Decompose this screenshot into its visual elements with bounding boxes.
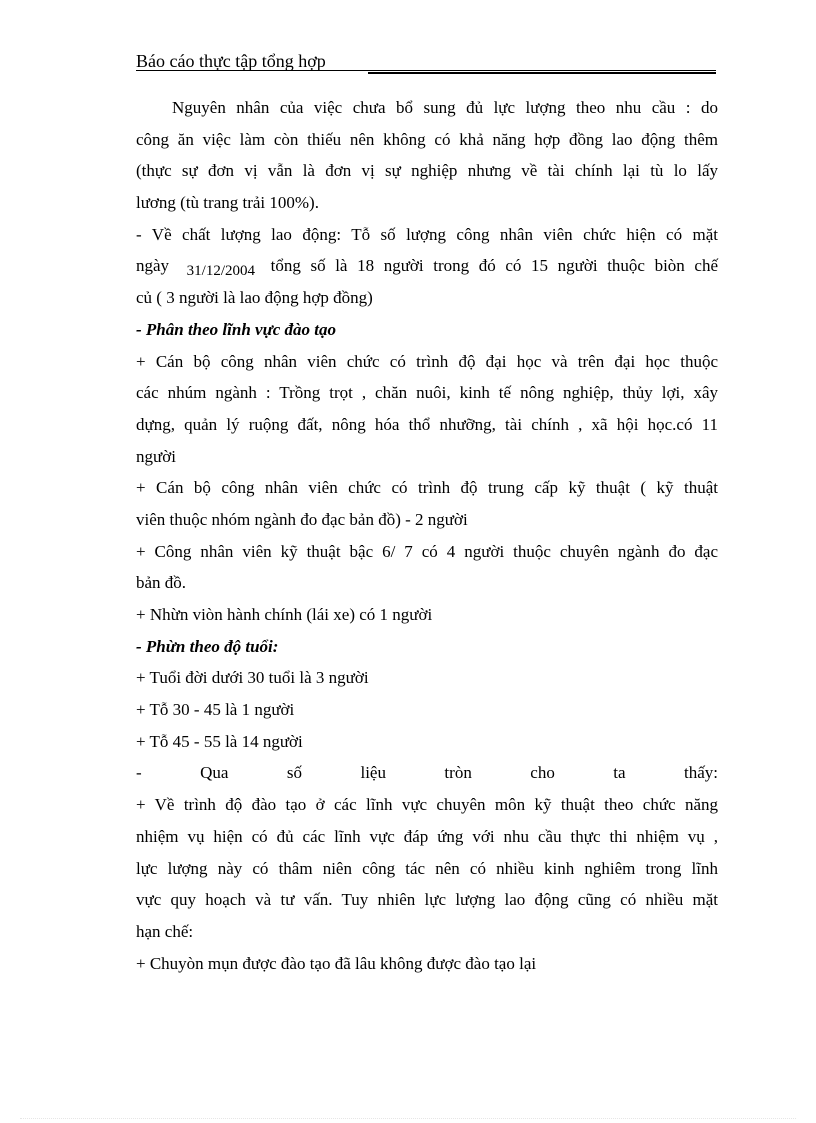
paragraph-line: - Qua số liệu tròn cho ta thấy: xyxy=(136,763,718,783)
date-text: 31/12/2004 xyxy=(186,263,256,280)
page-header xyxy=(136,50,716,74)
header-rule xyxy=(136,70,716,71)
paragraph-line: củ ( 3 người là lao động hợp đồng) xyxy=(136,288,373,308)
text-span: ngày xyxy=(136,256,170,276)
paragraph-line: bản đồ. xyxy=(136,573,187,593)
paragraph-line: hạn chế: xyxy=(136,921,194,941)
paragraph-line: nhiệm vụ hiện có đủ các lĩnh vực đáp ứng với nhu cầu thực thi nhiệm vụ , xyxy=(136,826,718,846)
document-body xyxy=(136,92,718,979)
paragraph-line: viên thuộc nhóm ngành đo đạc bản đồ) - 2 người xyxy=(136,509,468,529)
paragraph-line: + Về trình độ đào tạo ở các lĩnh vực chuyên môn kỹ thuật theo chức năng xyxy=(136,795,718,815)
paragraph-line-date xyxy=(136,250,718,282)
paragraph-line: + Cán bộ công nhân viên chức có trình độ trung cấp kỹ thuật ( kỹ thuật xyxy=(136,478,718,498)
paragraph-line: + Công nhân viên kỹ thuật bậc 6/ 7 có 4 người thuộc chuyên ngành đo đạc xyxy=(136,541,718,561)
list-item: + Chuyòn mụn được đào tạo đã lâu không được đào tạo lại xyxy=(136,953,537,973)
paragraph-line: lương (tù trang trải 100%). xyxy=(136,193,319,213)
paragraph-line: người xyxy=(136,446,176,466)
list-item: + Tỗ 30 - 45 là 1 người xyxy=(136,700,295,720)
list-item: + Tỗ 45 - 55 là 14 người xyxy=(136,731,303,751)
paragraph-line: lực lượng này có thâm niên công tác nên có nhiều kinh nghiêm trong lĩnh xyxy=(136,858,718,878)
paragraph-line: (thực sự đơn vị vẫn là đơn vị sự nghiệp nhưng về tài chính lại tù lo lấy xyxy=(136,161,718,181)
page-footer-divider xyxy=(20,1118,796,1119)
paragraph-line: Nguyên nhân của việc chưa bổ sung đủ lực lượng theo nhu cầu : do xyxy=(172,98,718,117)
section-heading: - Phân theo lĩnh vực đào tạo xyxy=(136,319,337,339)
header-title: Báo cáo thực tập tổng hợp xyxy=(136,51,326,71)
paragraph-line: vực quy hoạch và tư vấn. Tuy nhiên lực lượng lao động cũng có nhiều mặt xyxy=(136,890,718,910)
paragraph-line: + Cán bộ công nhân viên chức có trình độ đại học và trên đại học thuộc xyxy=(136,351,718,371)
text-span: tổng số là 18 người trong đó có 15 người thuộc biòn chế xyxy=(270,256,719,276)
list-item: + Nhừn viòn hành chính (lái xe) có 1 người xyxy=(136,605,433,624)
list-item: + Tuổi đời dưới 30 tuổi là 3 người xyxy=(136,668,369,688)
paragraph-line: dựng, quản lý ruộng đất, nông hóa thổ nhưỡng, tài chính , xã hội học.có 11 xyxy=(136,414,718,434)
paragraph-line: các nhúm ngành : Trồng trọt , chăn nuôi, kinh tế nông nghiệp, thủy lợi, xây xyxy=(136,383,718,403)
section-heading: - Phừn theo độ tuổi: xyxy=(136,636,279,656)
header-rule-thick xyxy=(368,72,716,74)
paragraph-line: - Về chất lượng lao động: Tỗ số lượng công nhân viên chức hiện có mặt xyxy=(136,224,718,244)
paragraph-line: công ăn việc làm còn thiếu nên không có khả năng hợp đồng lao động thêm xyxy=(136,129,718,149)
